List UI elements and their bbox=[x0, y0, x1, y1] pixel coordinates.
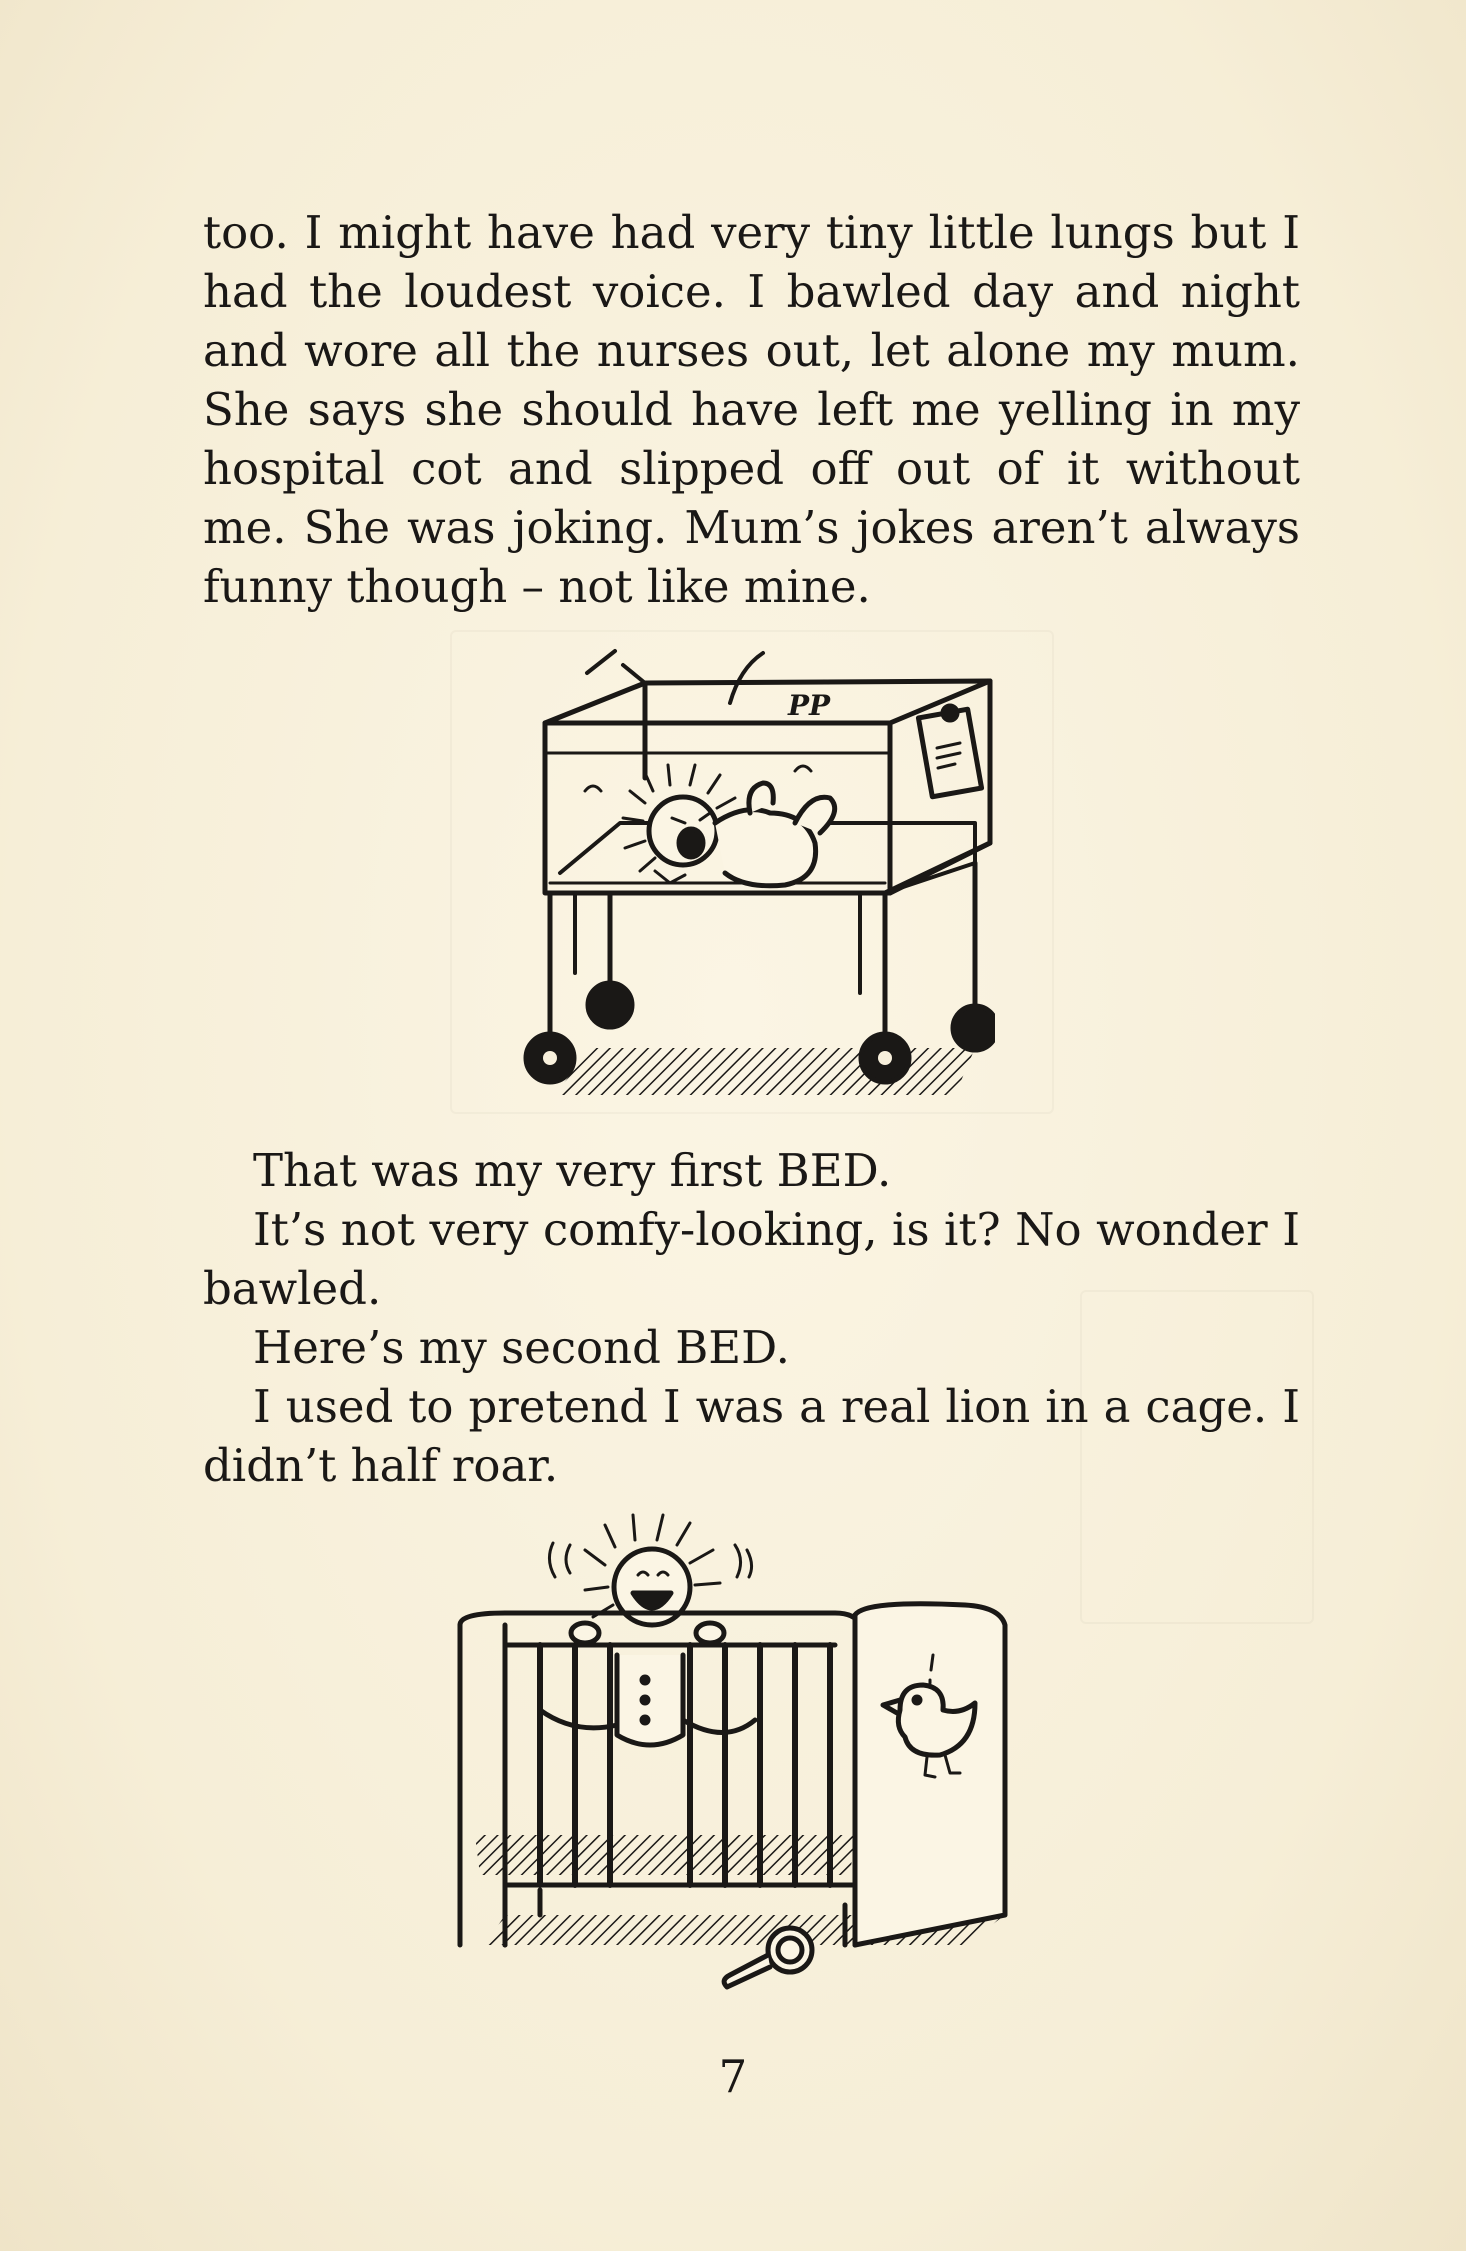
paragraph-top bbox=[203, 203, 1300, 616]
baby-figure bbox=[585, 765, 835, 886]
baby-hand bbox=[571, 1623, 599, 1643]
cot-hook bbox=[730, 653, 763, 703]
line-second-bed: Here’s my second BED. bbox=[253, 1321, 790, 1374]
line-lion: I used to pretend I was a real lion in a cage. I didn’t half roar. bbox=[203, 1380, 1300, 1492]
crib-illustration bbox=[445, 1505, 1020, 1995]
wheel bbox=[588, 983, 632, 1027]
duck-eye bbox=[914, 1697, 920, 1703]
button bbox=[642, 1677, 648, 1683]
cot-handle bbox=[587, 651, 645, 683]
hospital-cot-illustration bbox=[505, 643, 995, 1113]
cot-panel-edge bbox=[545, 753, 890, 883]
baby-hand bbox=[655, 871, 685, 883]
cot-inner-legs bbox=[575, 893, 860, 993]
line-comfy: It’s not very comfy-looking, is it? No wonder I bawled. bbox=[203, 1203, 1300, 1315]
wheel bbox=[953, 1006, 995, 1050]
paragraph-middle bbox=[203, 1141, 1300, 1495]
tear-drop bbox=[585, 786, 601, 791]
paragraph-top-text: too. I might have had very tiny little lungs but I had the loudest voice. I bawled day and night and wore all the nurses out, let alone my mum. She says she should have left me yelling in my hospital cot and slipped off out of it without me. She was joking. Mum’s jokes aren’t always funny though – not like mine. bbox=[203, 206, 1300, 613]
page-number: 7 bbox=[718, 2050, 748, 2103]
button bbox=[642, 1697, 648, 1703]
chart-label: PP bbox=[788, 689, 831, 722]
crib-right-end-panel bbox=[855, 1604, 1005, 1945]
button bbox=[642, 1717, 648, 1723]
wheel-hub bbox=[878, 1051, 892, 1065]
cot-top-edge bbox=[890, 681, 990, 723]
tear-drop bbox=[795, 766, 811, 771]
crib-left-end bbox=[460, 1625, 505, 1945]
baby-crying-mouth bbox=[679, 829, 703, 857]
floor-shadow bbox=[555, 1048, 975, 1095]
baby-hand bbox=[696, 1623, 724, 1643]
chart-clip bbox=[943, 706, 957, 720]
wheel-hub bbox=[543, 1051, 557, 1065]
line-first-bed: That was my very first BED. bbox=[253, 1144, 892, 1197]
chart-lines bbox=[937, 743, 960, 768]
